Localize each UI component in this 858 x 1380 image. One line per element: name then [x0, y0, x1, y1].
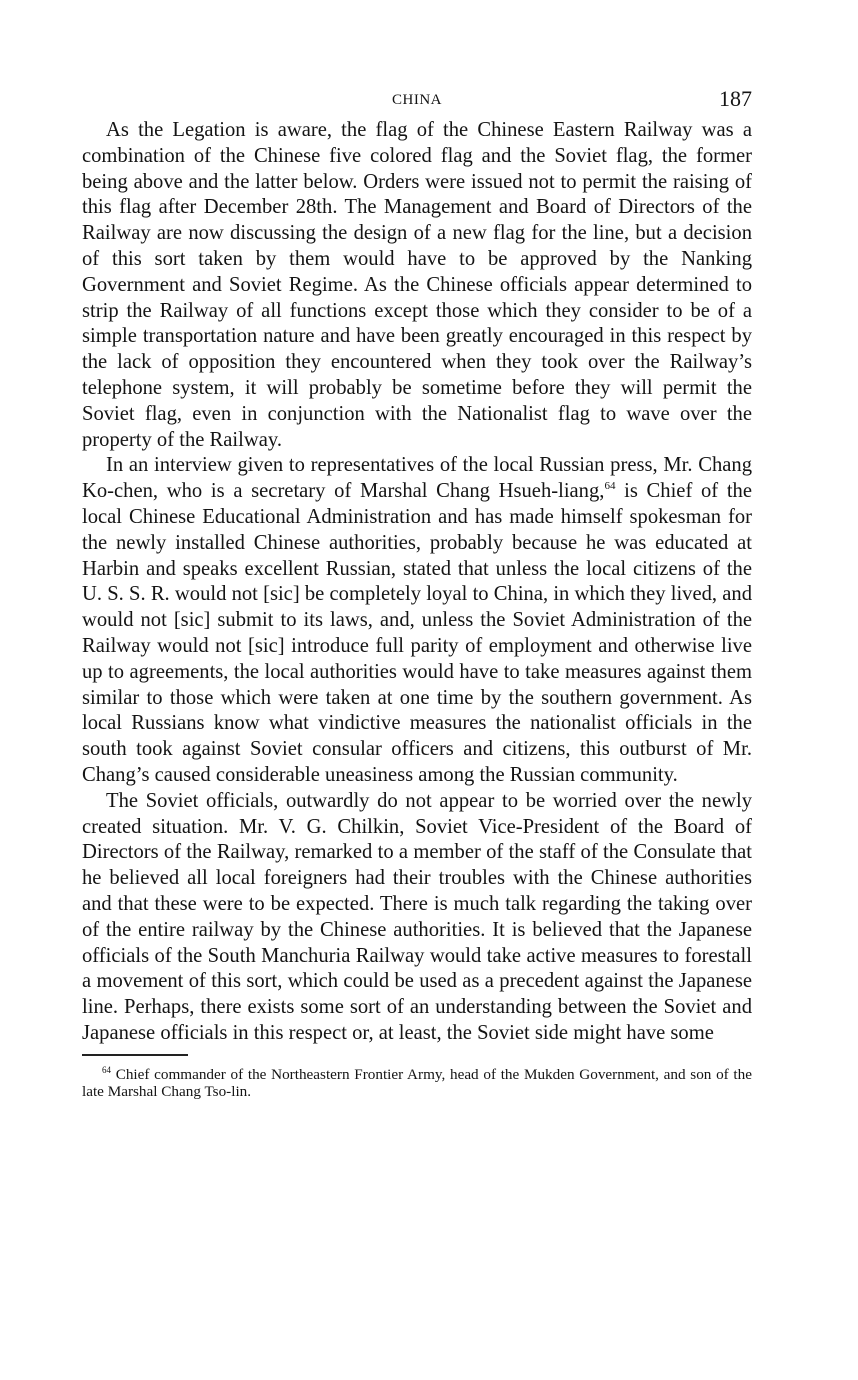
page-number: 187 [719, 86, 752, 111]
footnote-divider [82, 1054, 188, 1056]
document-page [82, 86, 752, 1100]
paragraph-2 [82, 453, 752, 788]
footnote [82, 1066, 752, 1100]
header-title: CHINA [392, 92, 442, 108]
footnote-mark: 64 [102, 1064, 111, 1075]
body-text [82, 118, 752, 1047]
paragraph-1: As the Legation is aware, the flag of the Chinese Eastern Railway was a combination of the Chinese five colored flag and the Soviet flag, the former being above and the latter below. Orders were issued not to permit the raising of this flag after December 28th. The Management and Board of Directors of the Railway are now discussing the design of a new flag for the line, but a decision of this sort taken by them would have to be approved by the Nanking Government and Soviet Regime. As the Chinese officials appear determined to strip the Railway of all functions except those which they consider to be of a simple transportation nature and have been greatly encouraged in this respect by the lack of opposition they encountered when they took over the Railway’s telephone system, it will probably be sometime before they will permit the Soviet flag, even in conjunction with the Nationalist flag to wave over the property of the Railway. [82, 119, 752, 451]
footnote-reference[interactable]: 64 [604, 480, 616, 493]
paragraph-3: The Soviet officials, outwardly do not appear to be worried over the newly created situation. Mr. V. G. Chilkin, Soviet Vice-President of the Board of Directors of the Railway, remarked to a member of the staff of the Consulate that he believed all local foreigners had their troubles with the Chinese authorities and that these were to be expected. There is much talk regarding the taking over of the entire railway by the Chinese authorities. It is believed that the Japanese officials of the South Manchuria Railway would take active measures to forestall a movement of this sort, which could be used as a precedent against the Japanese line. Perhaps, there exists some sort of an understanding between the Soviet and Japanese officials in this respect or, at least, the Soviet side might have some [82, 789, 752, 1044]
footnote-text: Chief commander of the Northeastern Frontier Army, head of the Mukden Government, and son of the late Marshal Chang Tso-lin. [82, 1065, 752, 1100]
paragraph-2-text-before-ref: In an interview given to representatives of the local Russian press, Mr. Chang Ko-chen, who is a secretary of Marshal Chang Hsueh-liang, [82, 454, 752, 503]
running-head [82, 86, 752, 118]
paragraph-2-text-after-ref: is Chief of the local Chinese Educational Administration and has made himself spokesman for the newly installed Chinese authorities, probably because he was educated at Harbin and speaks excellent Russian, stated that unless the local citizens of the U. S. S. R. would not [sic] be completely loyal to China, in which they lived, and would not [sic] submit to its laws, and, unless the Soviet Administration of the Railway would not [sic] introduce full parity of employment and otherwise live up to agreements, the local authorities would have to take measures against them similar to those which were taken at one time by the southern government. As local Russians know what vindictive measures the nationalist officials in the south took against Soviet consular officers and citizens, this outburst of Mr. Chang’s caused considerable uneasiness among the Russian community. [82, 480, 752, 786]
